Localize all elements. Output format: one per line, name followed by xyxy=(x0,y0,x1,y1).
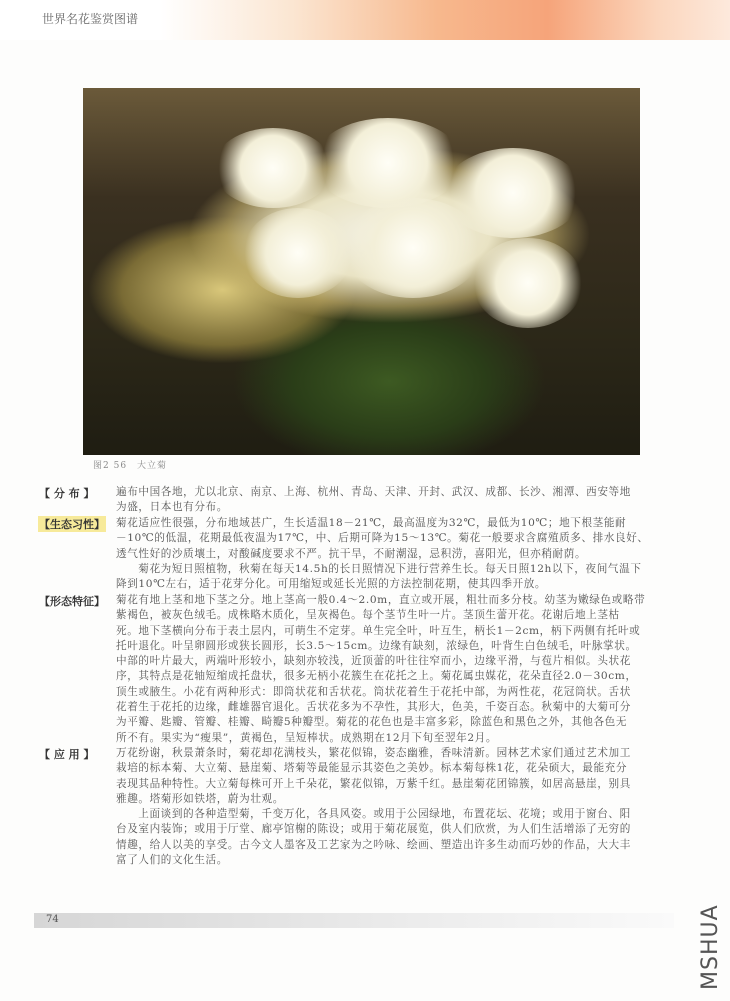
text-line: 序，其特点是花轴短缩成托盘状，很多无柄小花簇生在花托之上。菊花属虫媒花，花朵直径2.0－30cm， xyxy=(116,670,637,683)
watermark: MSHUA xyxy=(698,904,723,990)
text-line: 菊花有地上茎和地下茎之分。地上茎高一般0.4～2.0m，直立或开展，粗壮而多分枝。幼茎为嫩绿色或略带 xyxy=(116,594,646,606)
chrysanthemum-photo xyxy=(83,88,640,455)
section-ecology xyxy=(38,516,698,592)
book-title: 世界名花鉴赏图谱 xyxy=(42,12,139,26)
text-line: 富了人们的文化生活。 xyxy=(116,854,228,867)
text-line: 菊花为短日照植物，秋菊在每天14.5h的长日照情况下进行营养生长。每天日照12h以下，夜间气温下 xyxy=(138,562,642,575)
page-number: 74 xyxy=(46,914,59,925)
text-line: 中部的叶片最大，两端叶形较小，缺刻亦较浅，近顶蕾的叶往往窄而小，边缘平滑，与苞片相似。头状花 xyxy=(116,655,631,668)
text-line: 为盛，日本也有分布。 xyxy=(116,501,228,514)
text-line: 栽培的标本菊、大立菊、悬崖菊、塔菊等最能显示其姿色之美妙。标本菊每株1花，花朵硕大，最能充分 xyxy=(116,762,628,775)
text-line: 降到10℃左右，适于花芽分化。可用缩短或延长光照的方法控制花期，使其四季开放。 xyxy=(116,578,547,591)
text-line: 顶生或腋生。小花有两种形式：即筒状花和舌状花。筒状花着生于花托中部，为两性花，花冠筒状。舌状 xyxy=(116,685,631,698)
section-distribution xyxy=(38,485,698,516)
section-label: 【 分 布 】 xyxy=(39,487,95,500)
text-line: 透气性好的沙质壤土，对酸碱度要求不严。抗干旱，不耐潮湿，忌积涝，喜阳光，但亦稍耐荫。 xyxy=(116,547,587,560)
page-footer-bar xyxy=(34,913,674,928)
section-label: 【形态特征】 xyxy=(39,595,105,608)
text-line: 表现其品种特性。大立菊每株可开上千朵花，繁花似锦，万紫千红。悬崖菊花团锦簇，如居高悬崖，别具 xyxy=(116,777,631,790)
section-label: 【 应 用 】 xyxy=(39,748,95,761)
text-line: 雅趣。塔菊形如铁塔，蔚为壮观。 xyxy=(116,792,284,805)
running-header xyxy=(0,0,730,40)
text-line: 台及室内装饰；或用于厅堂、廊亭馆榭的陈设；或用于菊花展览，供人们欣赏，为人们生活增添了无穷的 xyxy=(116,823,631,836)
text-line: 情趣，给人以美的享受。古今文人墨客及工艺家为之吟咏、绘画、塑造出许多生动而巧妙的作品，大大丰 xyxy=(116,838,631,851)
figure-title: 大立菊 xyxy=(137,461,168,471)
text-line: 托叶退化。叶呈卵圆形或狭长圆形，长3.5～15cm。边缘有缺刻，浓绿色，叶背生白色绒毛，叶脉掌状。 xyxy=(116,639,637,652)
section-application xyxy=(38,746,698,868)
text-line: 死。地下茎横向分布于表土层内，可萌生不定芽。单生完全叶，叶互生，柄长1－2cm，柄下两侧有托叶或 xyxy=(116,624,641,637)
text-line: 万花纷谢，秋景萧条时，菊花却花满枝头，繁花似锦，姿态幽雅，香味清新。园林艺术家们通过艺术加工 xyxy=(116,747,631,759)
text-line: 上面谈到的各种造型菊，千变万化，各具风姿。或用于公园绿地，布置花坛、花境；或用于窗台、阳 xyxy=(138,808,631,821)
text-line: 菊花适应性很强，分布地域甚广，生长适温18－21℃，最高温度为32℃，最低为10℃；地下根茎能耐 xyxy=(116,517,627,529)
section-morphology xyxy=(38,593,698,746)
figure-number: 图2 56 xyxy=(93,461,128,471)
figure-caption xyxy=(93,458,167,471)
text-line: 遍布中国各地，尤以北京、南京、上海、杭州、青岛、天津、开封、武汉、成都、长沙、湘潭、西安等地 xyxy=(116,486,631,498)
text-line: －10℃的低温，花期最低夜温为17℃，中、后期可降为15～13℃。菊花一般要求含腐殖质多、排水良好、 xyxy=(116,532,649,545)
text-line: 所不有。果实为“瘦果”，黄褐色，呈短棒状。成熟期在12月下旬至翌年2月。 xyxy=(116,731,498,744)
text-line: 为平瓣、匙瓣、管瓣、桂瓣、畸瓣5种瓣型。菊花的花色也是丰富多彩，除蓝色和黑色之外，其他各色无 xyxy=(116,716,628,729)
text-line: 花着生于花托的边缘，雌雄器官退化。舌状花多为不孕性，其形大，色美，千姿百态。秋菊中的大菊可分 xyxy=(116,701,631,714)
text-line: 紫褐色，被灰色绒毛。成株略木质化，呈灰褐色。每个茎节生叶一片。茎顶生蕾开花。花谢后地上茎枯 xyxy=(116,609,620,622)
section-label: 【生态习性】 xyxy=(39,518,105,531)
